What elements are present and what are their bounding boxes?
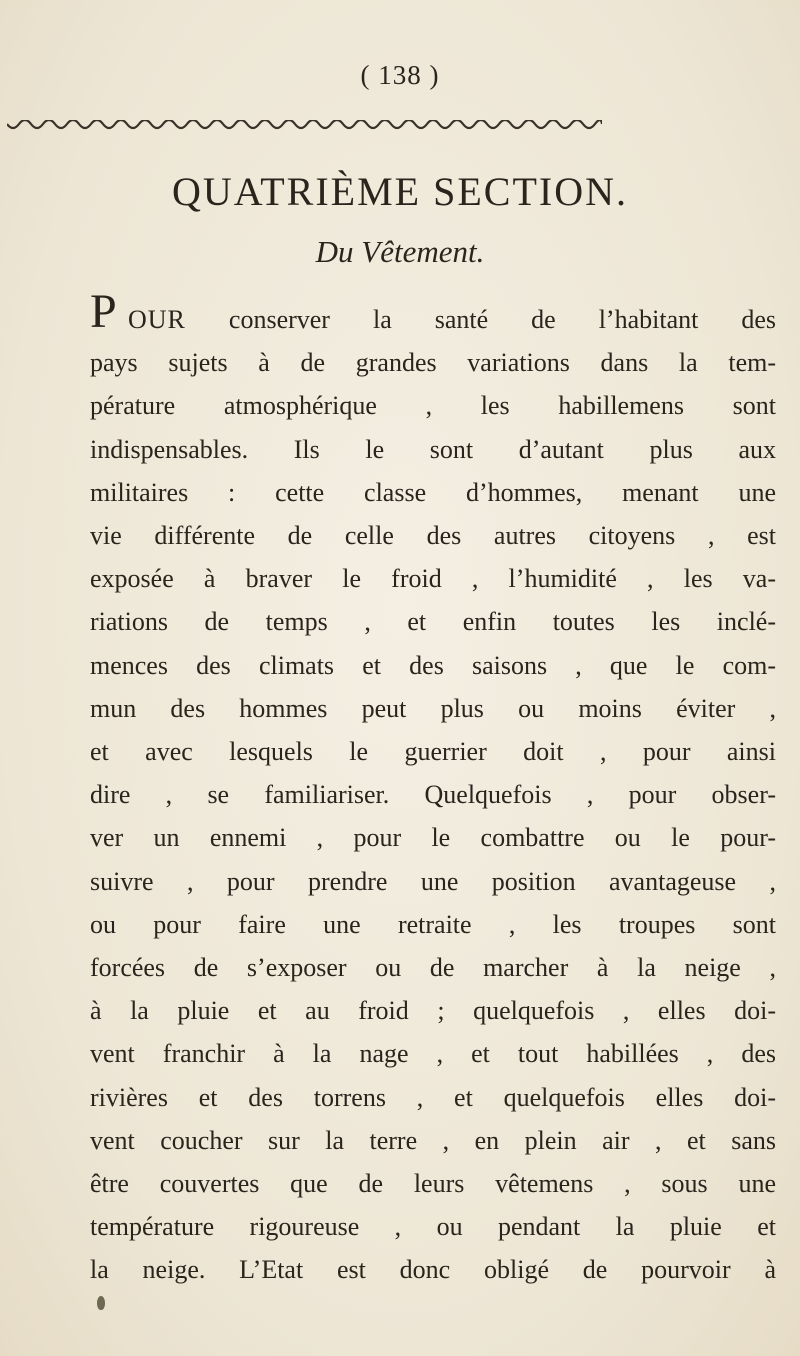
text-line: forcées de s’exposer ou de marcher à la neige , <box>90 953 776 983</box>
body-paragraph <box>90 298 776 1292</box>
text-line: exposée à braver le froid , l’humidité , les va- <box>90 564 776 594</box>
text-line: vent coucher sur la terre , en plein air , et sans <box>90 1125 776 1155</box>
text-line: être couvertes que de leurs vêtemens , sous une <box>90 1169 776 1199</box>
text-line: vent franchir à la nage , et tout habillées , des <box>90 1039 776 1069</box>
ornamental-rule <box>7 120 602 134</box>
text-line: OUR conserver la santé de l’habitant des <box>128 305 776 334</box>
text-line: ver un ennemi , pour le combattre ou le pour- <box>90 823 776 853</box>
ink-speck <box>97 1296 105 1310</box>
section-subtitle: Du Vêtement. <box>315 234 485 269</box>
first-word: OUR <box>128 305 186 334</box>
text-line: et avec lesquels le guerrier doit , pour ainsi <box>90 737 776 767</box>
text-line: riations de temps , et enfin toutes les inclé- <box>90 607 776 637</box>
text-line: pérature atmosphérique , les habillemens sont <box>90 391 776 421</box>
text-line: dire , se familiariser. Quelquefois , pour obser- <box>90 780 776 810</box>
text-line: rivières et des torrens , et quelquefois elles doi- <box>90 1082 776 1112</box>
text-line: militaires : cette classe d’hommes, menant une <box>90 477 776 507</box>
text-line: suivre , pour prendre une position avantageuse , <box>90 866 776 896</box>
text-line: ou pour faire une retraite , les troupes sont <box>90 909 776 939</box>
text-line: indispensables. Ils le sont d’autant plus aux <box>90 434 776 464</box>
section-title: QUATRIÈME SECTION. <box>172 169 628 214</box>
text-line: vie différente de celle des autres citoyens , est <box>90 521 776 551</box>
text-line: pays sujets à de grandes variations dans la tem- <box>90 348 776 378</box>
text-line: à la pluie et au froid ; quelquefois , elles doi- <box>90 996 776 1026</box>
text-line: température rigoureuse , ou pendant la pluie et <box>90 1212 776 1242</box>
text-line: mences des climats et des saisons , que le com- <box>90 650 776 680</box>
text-line: mun des hommes peut plus ou moins éviter , <box>90 693 776 723</box>
page-number: ( 138 ) <box>360 60 440 90</box>
drop-cap: P <box>90 285 117 338</box>
text-line: la neige. L’Etat est donc obligé de pourvoir à <box>90 1255 776 1285</box>
